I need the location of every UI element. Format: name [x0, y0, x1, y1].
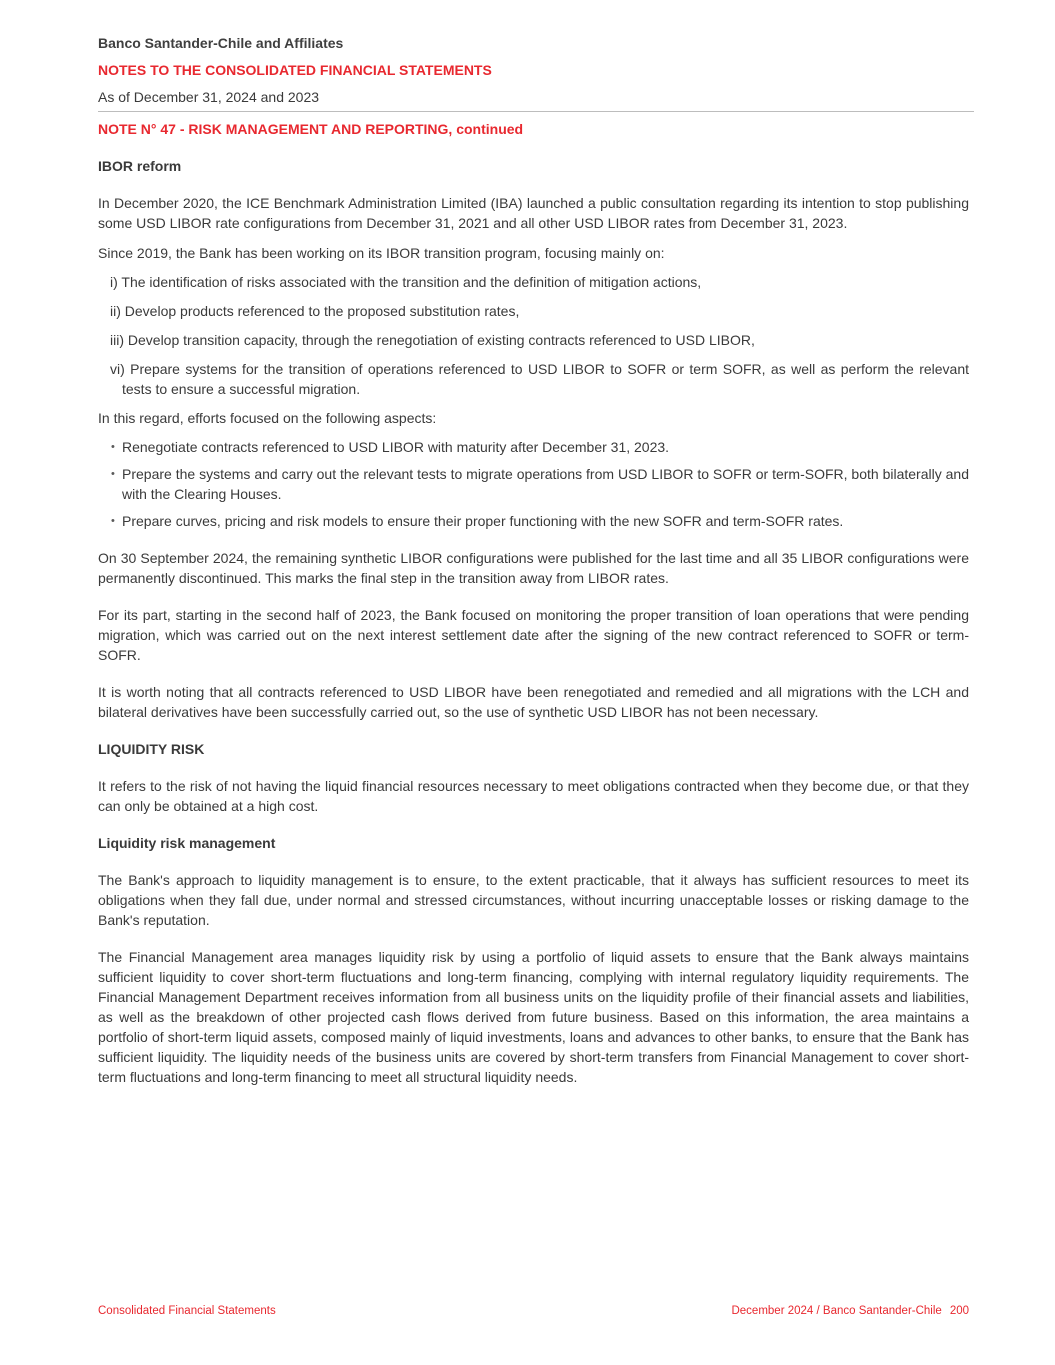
- paragraph: The Financial Management area manages liquidity risk by using a portfolio of liquid assets to ensure that the Bank always maintains sufficient liquidity to cover short-term fluctuations and long-term financing, complying with internal regulatory liquidity requirements. The Financial Management Department receives information from all business units on the liquidity profile of their financial assets and liabilities, as well as the breakdown of other projected cash flows derived from future business. Based on this information, the area maintains a portfolio of short-term liquid assets, composed mainly of liquid investments, loans and advances to other banks, to ensure that the Bank has sufficient liquidity. The liquidity needs of the business units are covered by short-term transfers from Financial Management to cover short-term fluctuations and long-term financing to meet all structural liquidity needs.: [98, 949, 969, 1085]
- company-name: Banco Santander-Chile and Affiliates: [98, 35, 344, 51]
- paragraph: In December 2020, the ICE Benchmark Administration Limited (IBA) launched a public consultation regarding its intention to stop publishing some USD LIBOR rate configurations from December 31, 2021 and all other USD LIBOR rates from December 31, 2023.: [98, 195, 969, 231]
- bullet-text: Renegotiate contracts referenced to USD LIBOR with maturity after December 31, 2023.: [122, 439, 670, 455]
- bullet-icon: •: [111, 468, 115, 480]
- statement-date: As of December 31, 2024 and 2023: [98, 89, 320, 105]
- bullet-text: Prepare curves, pricing and risk models to ensure their proper functioning with the new SOFR and term-SOFR rates.: [122, 513, 844, 529]
- page-number: 200: [949, 1305, 969, 1317]
- header-divider: [98, 111, 974, 112]
- bullet-text: Prepare the systems and carry out the relevant tests to migrate operations from USD LIBOR to SOFR or term-SOFR, both bilaterally and with the Clearing Houses.: [122, 466, 969, 502]
- list-item-text: Develop products referenced to the proposed substitution rates,: [124, 303, 520, 319]
- document-body: [98, 119, 969, 1087]
- sub-heading-liquidity-risk-management: Liquidity risk management: [98, 835, 276, 851]
- list-item-number: vi): [110, 361, 125, 377]
- list-item-number: ii): [110, 303, 121, 319]
- list-item: [98, 301, 969, 321]
- footer-document-title: Consolidated Financial Statements: [98, 1305, 276, 1317]
- paragraph: For its part, starting in the second half of 2023, the Bank focused on monitoring the proper transition of loan operations that were pending migration, which was carried out on the next interest settlement date after the signing of the new contract referenced to SOFR or term-SOFR.: [98, 607, 969, 663]
- section-heading-ibor: IBOR reform: [98, 158, 182, 174]
- efforts-bullet-list: [98, 437, 969, 531]
- list-item-text: Prepare systems for the transition of operations referenced to USD LIBOR to SOFR or term SOFR, as well as perform the relevant tests to ensure a successful migration.: [122, 361, 969, 397]
- list-item: [98, 272, 969, 292]
- list-item-number: iii): [110, 332, 124, 348]
- paragraph: In this regard, efforts focused on the following aspects:: [98, 410, 437, 426]
- page-header: [98, 34, 974, 106]
- paragraph: It is worth noting that all contracts referenced to USD LIBOR have been renegotiated and remedied and all migrations with the LCH and bilateral derivatives have been successfully carried out, so the use of synthetic USD LIBOR has not been necessary.: [98, 684, 969, 720]
- bullet-icon: •: [111, 441, 115, 453]
- note-title: NOTE N° 47 - RISK MANAGEMENT AND REPORTING, continued: [98, 121, 524, 137]
- paragraph: On 30 September 2024, the remaining synthetic LIBOR configurations were published for the last time and all 35 LIBOR configurations were permanently discontinued. This marks the final step in the transition away from LIBOR rates.: [98, 550, 969, 586]
- list-item-text: Develop transition capacity, through the renegotiation of existing contracts referenced to USD LIBOR,: [127, 332, 755, 348]
- transition-focus-list: [98, 272, 969, 399]
- section-heading-liquidity-risk: LIQUIDITY RISK: [98, 741, 205, 757]
- paragraph: The Bank's approach to liquidity management is to ensure, to the extent practicable, that it always has sufficient resources to meet its obligations when they fall due, under normal and stressed circumstances, without incurring unacceptable losses or risking damage to the Bank's reputation.: [98, 872, 969, 928]
- list-item-text: The identification of risks associated with the transition and the definition of mitigation actions,: [121, 274, 702, 290]
- footer-right: [731, 1305, 969, 1317]
- list-item: [98, 330, 969, 350]
- notes-title: NOTES TO THE CONSOLIDATED FINANCIAL STATEMENTS: [98, 62, 492, 78]
- bullet-item: [98, 464, 969, 504]
- footer-period: December 2024 / Banco Santander-Chile: [731, 1305, 942, 1317]
- bullet-icon: •: [111, 515, 115, 527]
- list-item-number: i): [110, 274, 118, 290]
- paragraph: Since 2019, the Bank has been working on its IBOR transition program, focusing mainly on:: [98, 245, 665, 261]
- bullet-item: [98, 511, 969, 531]
- bullet-item: [98, 437, 969, 457]
- paragraph: It refers to the risk of not having the liquid financial resources necessary to meet obligations contracted when they become due, or that they can only be obtained at a high cost.: [98, 778, 969, 814]
- list-item: [98, 359, 969, 399]
